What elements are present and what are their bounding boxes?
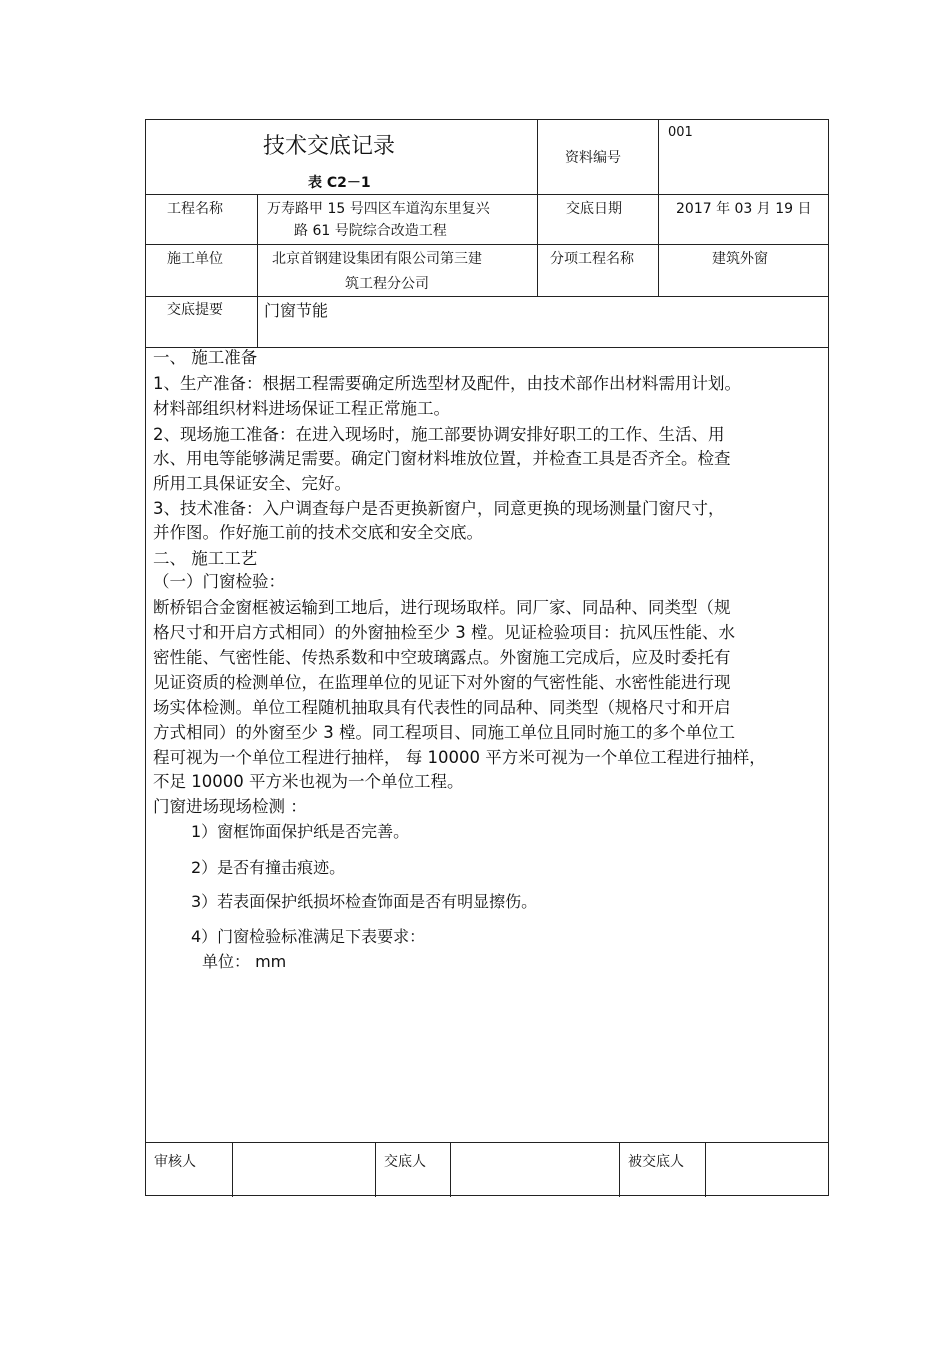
subsection-heading: （一）门窗检验： (153, 572, 285, 591)
form-title: 技术交底记录 (263, 134, 396, 159)
check-item: 2）是否有撞击痕迹。 (191, 858, 346, 877)
unit-note: 单位： mm (202, 952, 287, 971)
disclosure-date-label: 交底日期 (566, 201, 622, 217)
check-item: 4）门窗检验标准满足下表要求： (191, 927, 426, 946)
body-line: 3、技术准备：入户调查每户是否更换新窗户，同意更换的现场测量门窗尺寸， (153, 499, 725, 518)
discloser-label: 交底人 (384, 1154, 426, 1170)
body-line: 场实体检测。单位工程随机抽取具有代表性的同品种、同类型（规格尺寸和开启 (153, 698, 731, 717)
body-line: 格尺寸和开启方式相同）的外窗抽检至少 3 樘。见证检验项目：抗风压性能、水 (153, 623, 735, 642)
section-heading: 一、 施工准备 (153, 348, 258, 367)
subproject-label: 分项工程名称 (550, 251, 634, 267)
body-line: 不足 10000 平方米也视为一个单位工程。 (153, 772, 464, 791)
column-divider (375, 1142, 376, 1197)
form-number: 表 C2－1 (308, 175, 371, 191)
column-divider (537, 120, 538, 296)
row-divider (146, 244, 828, 245)
summary-value: 门窗节能 (264, 301, 329, 320)
recipient-label: 被交底人 (628, 1154, 684, 1170)
column-divider (232, 1142, 233, 1197)
doc-number-label: 资料编号 (565, 150, 621, 166)
technical-disclosure-form (145, 119, 829, 1196)
body-line: 密性能、气密性能、传热系数和中空玻璃露点。外窗施工完成后，应及时委托有 (153, 648, 731, 667)
check-item: 1）窗框饰面保护纸是否完善。 (191, 822, 410, 841)
project-name-line2: 路 61 号院综合改造工程 (294, 223, 447, 239)
section-heading: 二、 施工工艺 (153, 549, 258, 568)
subsection-heading: 门窗进场现场检测 ： (153, 797, 307, 816)
column-divider (619, 1142, 620, 1197)
body-line: 方式相同）的外窗至少 3 樘。同工程项目、同施工单位且同时施工的多个单位工 (153, 723, 735, 742)
doc-number-value: 001 (668, 125, 693, 140)
contractor-line1: 北京首钢建设集团有限公司第三建 (272, 251, 482, 267)
reviewer-label: 审核人 (154, 1154, 196, 1170)
disclosure-date-value: 2017 年 03 月 19 日 (676, 201, 812, 217)
subproject-value: 建筑外窗 (712, 251, 768, 267)
contractor-line2: 筑工程分公司 (345, 276, 429, 292)
column-divider (658, 120, 659, 296)
body-line: 1、生产准备：根据工程需要确定所选型材及配件，由技术部作出材料需用计划。 (153, 374, 741, 393)
row-divider (146, 194, 828, 195)
check-item: 3）若表面保护纸损坏检查饰面是否有明显擦伤。 (191, 892, 538, 911)
column-divider (450, 1142, 451, 1197)
project-name-line1: 万寿路甲 15 号四区车道沟东里复兴 (267, 201, 490, 217)
column-divider (257, 194, 258, 347)
summary-label: 交底提要 (167, 302, 223, 318)
column-divider (705, 1142, 706, 1197)
body-line: 所用工具保证安全、完好。 (153, 474, 351, 493)
body-line: 程可视为一个单位工程进行抽样， 每 10000 平方米可视为一个单位工程进行抽样， (153, 748, 766, 767)
body-line: 水、用电等能够满足需要。确定门窗材料堆放位置，并检查工具是否齐全。检查 (153, 449, 731, 468)
row-divider (146, 1142, 828, 1143)
project-name-label: 工程名称 (167, 201, 223, 217)
body-line: 断桥铝合金窗框被运输到工地后，进行现场取样。同厂家、同品种、同类型（规 (153, 598, 731, 617)
body-line: 材料部组织材料进场保证工程正常施工。 (153, 399, 450, 418)
contractor-label: 施工单位 (167, 251, 223, 267)
body-line: 2、现场施工准备：在进入现场时，施工部要协调安排好职工的工作、生活、用 (153, 425, 725, 444)
body-line: 并作图。作好施工前的技术交底和安全交底。 (153, 523, 483, 542)
body-line: 见证资质的检测单位，在监理单位的见证下对外窗的气密性能、水密性能进行现 (153, 673, 731, 692)
row-divider (146, 296, 828, 297)
